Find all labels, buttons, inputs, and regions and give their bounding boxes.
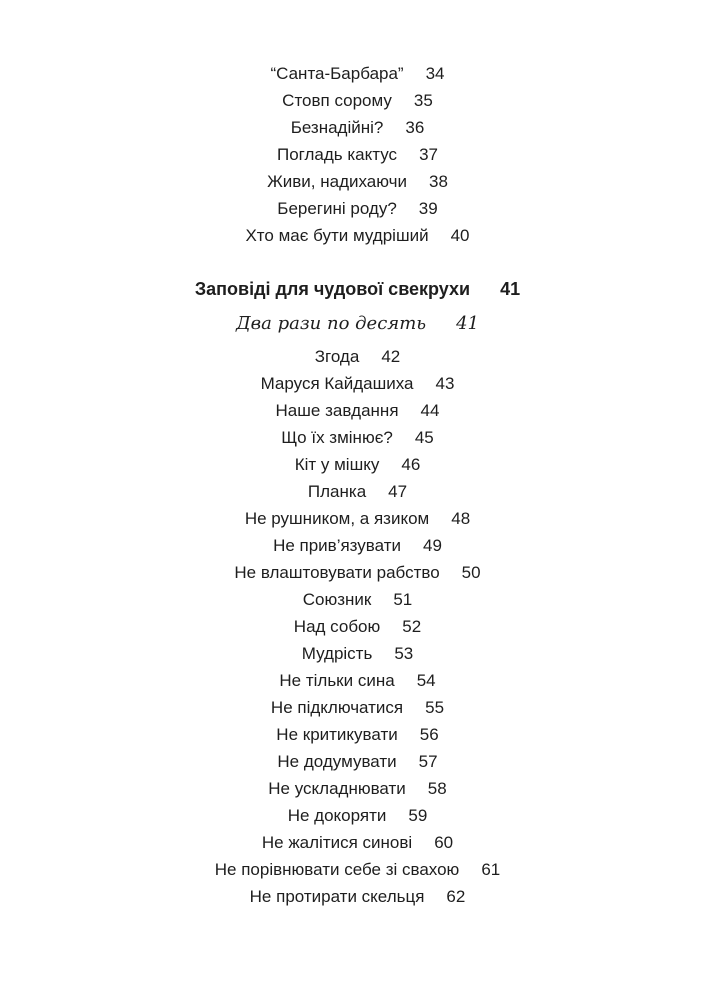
toc-entry-title: Мудрість — [301, 644, 373, 663]
toc-entry-page: 62 — [446, 887, 466, 906]
toc-entry — [0, 343, 715, 370]
toc-entry-page: 45 — [414, 428, 434, 447]
toc-entry-title: Не ускладнювати — [268, 779, 406, 798]
toc-entry-title: Живи, надихаючи — [267, 172, 407, 191]
toc-entry — [0, 60, 715, 87]
toc-entry-page: 42 — [381, 347, 401, 366]
toc-entry-title: Не підключатися — [270, 698, 404, 717]
toc-entry-page: 46 — [401, 455, 421, 474]
toc-entry-page: 57 — [418, 752, 438, 771]
toc-entry — [0, 370, 715, 397]
toc-entry — [0, 505, 715, 532]
toc-entry-page: 58 — [427, 779, 447, 798]
toc-entry-page: 54 — [416, 671, 436, 690]
toc-entry — [0, 883, 715, 910]
toc-entry-page: 39 — [418, 199, 438, 218]
toc-entry — [0, 451, 715, 478]
toc-entry-title: Берегині роду? — [277, 199, 397, 218]
subsection-heading — [0, 310, 715, 338]
toc-entry — [0, 397, 715, 424]
toc-entry-title: Маруся Кайдашиха — [260, 374, 414, 393]
toc-entry-title: Не протирати скельця — [249, 887, 425, 906]
toc-entry-title: Безнадійні? — [290, 118, 384, 137]
toc-entry-title: Погладь кактус — [277, 145, 398, 164]
toc-entry — [0, 613, 715, 640]
toc-entry-page: 60 — [434, 833, 454, 852]
toc-entry-title: Згода — [314, 347, 360, 366]
toc-entry — [0, 667, 715, 694]
toc-entry-title: Не тільки сина — [279, 671, 395, 690]
subsection-page: 41 — [456, 313, 479, 334]
toc-entry-page: 38 — [429, 172, 448, 191]
toc-entry-page: 56 — [419, 725, 439, 744]
toc-entry-page: 53 — [394, 644, 414, 663]
toc-list-part-1 — [0, 60, 715, 249]
toc-entry-title: Хто має бути мудріший — [245, 226, 429, 245]
toc-entry-title: Не критикувати — [276, 725, 398, 744]
toc-entry-title: Кіт у мішку — [294, 455, 380, 474]
toc-entry — [0, 586, 715, 613]
toc-entry-page: 50 — [461, 563, 481, 582]
toc-entry-title: “Санта-Барбара” — [270, 64, 404, 83]
toc-entry-title: Не додумувати — [277, 752, 397, 771]
toc-entry — [0, 721, 715, 748]
toc-entry — [0, 856, 715, 883]
toc-entry-page: 35 — [413, 91, 433, 110]
toc-entry — [0, 694, 715, 721]
toc-entry — [0, 424, 715, 451]
toc-entry-title: Стовп сорому — [282, 91, 392, 110]
toc-entry-title: Не рушником, а язиком — [244, 509, 430, 528]
toc-entry-page: 51 — [393, 590, 413, 609]
toc-entry-title: Планка — [307, 482, 367, 501]
toc-entry-page: 43 — [435, 374, 455, 393]
toc-entry — [0, 222, 715, 249]
toc-entry-page: 37 — [419, 145, 438, 164]
toc-entry-title: Не влаштовувати рабство — [234, 563, 440, 582]
toc-entry-page: 61 — [481, 860, 501, 879]
toc-entry-page: 36 — [405, 118, 425, 137]
toc-entry — [0, 829, 715, 856]
toc-entry — [0, 114, 715, 141]
subsection-title: Два рази по десять — [236, 313, 427, 334]
toc-entry-page: 52 — [402, 617, 422, 636]
toc-entry-page: 34 — [425, 64, 445, 83]
toc-list-part-2 — [0, 343, 715, 910]
toc-entry — [0, 775, 715, 802]
toc-entry-page: 49 — [423, 536, 442, 555]
toc-entry — [0, 532, 715, 559]
section-title: Заповіді для чудової свекрухи — [194, 279, 471, 299]
section-heading — [0, 275, 715, 303]
toc-entry-title: Що їх змінює? — [281, 428, 393, 447]
toc-entry-page: 44 — [420, 401, 440, 420]
toc-entry-title: Над собою — [293, 617, 381, 636]
toc-entry — [0, 168, 715, 195]
toc-entry-page: 55 — [425, 698, 445, 717]
toc-entry-title: Не прив’язувати — [273, 536, 401, 555]
toc-entry — [0, 87, 715, 114]
toc-entry-page: 48 — [451, 509, 471, 528]
toc-entry — [0, 141, 715, 168]
toc-entry-page: 59 — [408, 806, 428, 825]
toc-entry-title: Наше завдання — [275, 401, 399, 420]
toc-entry-title: Не жалітися синові — [261, 833, 413, 852]
toc-entry-page: 47 — [388, 482, 408, 501]
toc-entry — [0, 559, 715, 586]
toc-entry — [0, 195, 715, 222]
section-page: 41 — [500, 279, 521, 299]
toc-entry-title: Союзник — [302, 590, 372, 609]
toc-entry — [0, 802, 715, 829]
toc-entry — [0, 640, 715, 667]
toc-entry — [0, 478, 715, 505]
toc-entry-title: Не порівнювати себе зі свахою — [214, 860, 460, 879]
toc-entry-page: 40 — [450, 226, 470, 245]
toc-entry — [0, 748, 715, 775]
toc-entry-title: Не докоряти — [287, 806, 387, 825]
